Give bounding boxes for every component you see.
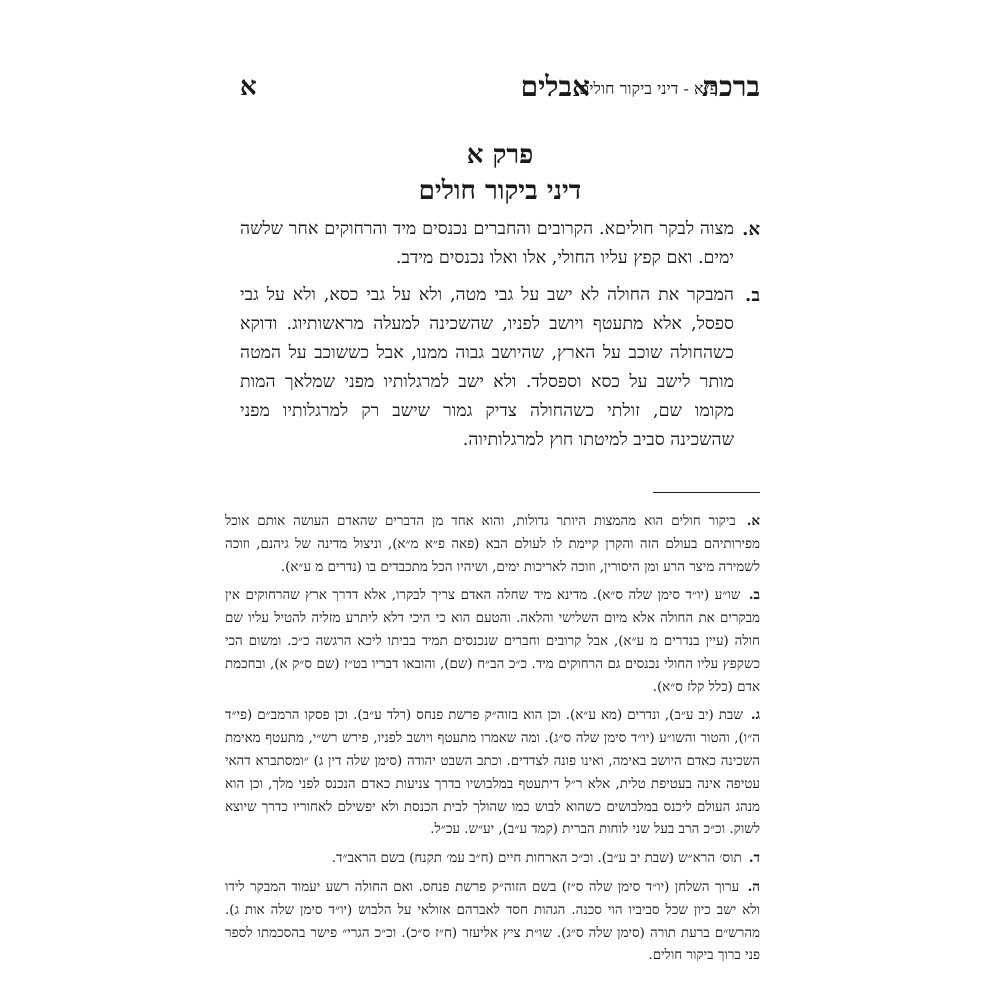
- footnote-text: תוס׳ הרא״ש (שבת יב ע״ב). וכ״כ הארחות חיים (ח״ב עמ׳ תקנח) בשם הראב״ד.: [331, 851, 742, 867]
- footnote-text: שבת (יב ע״ב), ונדרים (מא ע״א). וכן הוא בזוה״ק פרשת פנחס (רלד ע״ב). וכן פסקו הרמב״ם (פי״ד ה״ו), והטור והשו״ע (יו״ד סימן שלה ס״ג). ומה שאמרו מתעטף ויושב לפניו, פירש רש״י, מתעטף מאימת השכינה כאדם היושב באימה, ואינו פונה לצדדים. וכתב השבט יהודה (סימן שלה דין ג) ״ומסתברא דהאי עטיפה אינה בעטיפת טלית, אלא ר״ל דיתעטף במלבושיו בדרך צניעות כאדם הנכנס לפני מלך, וכן הוא מנהג העולם ליכנס במלבושים כשהוא לבוש כמו שהולך לבית הכנסת ולא יפשילם לאחוריו כדרך שיוצא לשוק. וכ״כ הרב בעל שני לוחות הברית (קמד ע״ב), יע״ש. עכ״ל.: [225, 708, 760, 838]
- footnote-d: [225, 847, 760, 871]
- footnote-letter: ד.: [748, 850, 760, 867]
- running-header: [240, 70, 760, 110]
- header-page-letter: א: [240, 72, 257, 102]
- paragraph-text: מצוה לבקר חוליםא. הקרובים והחברים נכנסים מיד והרחוקים אחר שלשה ימים. ואם קפץ עליו החולי, אלו ואלו נכנסים מידב.: [240, 219, 734, 268]
- footnote-c: [225, 704, 760, 842]
- footnote-letter: א.: [746, 513, 760, 529]
- chapter-title: דיני ביקור חולים: [418, 176, 582, 206]
- chapter-number: פרק א: [466, 140, 534, 170]
- footnote-text: שו״ע (יו״ד סימן שלה ס״א). מדינא מיד שחלה האדם צריך לבקרו, אלא דדרך ארץ שהרחוקים אין מבקרים את החולה אלא מיום השלישי והלאה. והטעם הוא כי היכי דלא ליתרע מזליה להטיל עליו שם חולה (עיין בנדרים מ ע״א), אבל קרובים וחברים שנכנסים תמיד בביתו ליכא הרגשה כ״כ. ומשום הכי כשקפץ עליו החולי נכנסים גם הרחוקים מיד. כ״כ הב״ח (שם), והובאו דבריו בט״ז (שם ס״ק א), ובחכמת אדם (כלל קלז ס״א).: [225, 588, 760, 695]
- footnote-letter: ב.: [748, 587, 760, 604]
- footnote-e: [225, 876, 760, 968]
- footnote-letter: ג.: [750, 707, 760, 724]
- paragraph-a: [240, 215, 760, 273]
- main-text: [240, 215, 760, 463]
- paragraph-b: [240, 281, 760, 455]
- paragraph-letter: א.: [742, 219, 760, 240]
- footnotes: [225, 510, 760, 973]
- footnote-b: [225, 584, 760, 699]
- footnote-a: [225, 510, 760, 579]
- footnote-text: ערוך השלחן (יו״ד סימן שלה ס״ז) בשם הזוה״ק פרשת פנחס. ואם החולה רשע יעמוד המבקר לידו ולא ישב כיון שכל סביביו הוי סכנה. הגהות חסד לאברהם אזולאי על הלבוש (יו״ד סימן שלה אות ג). מהרש״ם ברעת תורה (סימן שלה ס״ג). שו״ת ציץ אליעזר (ח״ז ס״כ). וכ״כ הגרי״ פישר בהסכמתו לספר פני ברוך ביקור חולים.: [225, 879, 760, 964]
- chapter-heading: [240, 137, 760, 209]
- header-book-title: ברכת: [701, 70, 760, 103]
- header-chapter-label: פ״א - דיני ביקור חולים: [579, 79, 718, 98]
- header-section-title: אבלים: [520, 70, 590, 103]
- paragraph-letter: ב.: [745, 285, 760, 306]
- footnote-text: ביקור חולים הוא מהמצות היותר גדולות, והוא אחד מן הדברים שהאדם העושה אותם אוכל מפירותיהם בעולם הזה והקרן קיימת לו לעולם הבא (פאה פ״א מ״א), וניצול מדינה של גיהנם, וזוכה לשמירה מיצר הרע ומן היסורין, וזוכה לאריכות ימים, ושיהיו הכל מתכבדים בו (נדרים מ ע״א).: [225, 514, 760, 575]
- footnote-letter: ה.: [747, 878, 760, 895]
- footnote-divider: [653, 492, 760, 493]
- paragraph-text: המבקר את החולה לא ישב על גבי מטה, ולא על גבי כסא, ולא על גבי ספסל, אלא מתעטף ויושב לפניו, שהשכינה למעלה מראשותיוג. ודוקא כשהחולה שוכב על הארץ, שהיושב גבוה ממנו, אבל כששוכב על המטה מותר לישב על כסא וספסלד. ולא ישב למרגלותיו מפני שמלאך המות מקומו שם, זולתי כשהחולה צדיק גמור שישב רק למרגלותיו מפני שהשכינה סביב למיטתו חוץ למרגלותיוה.: [240, 285, 734, 450]
